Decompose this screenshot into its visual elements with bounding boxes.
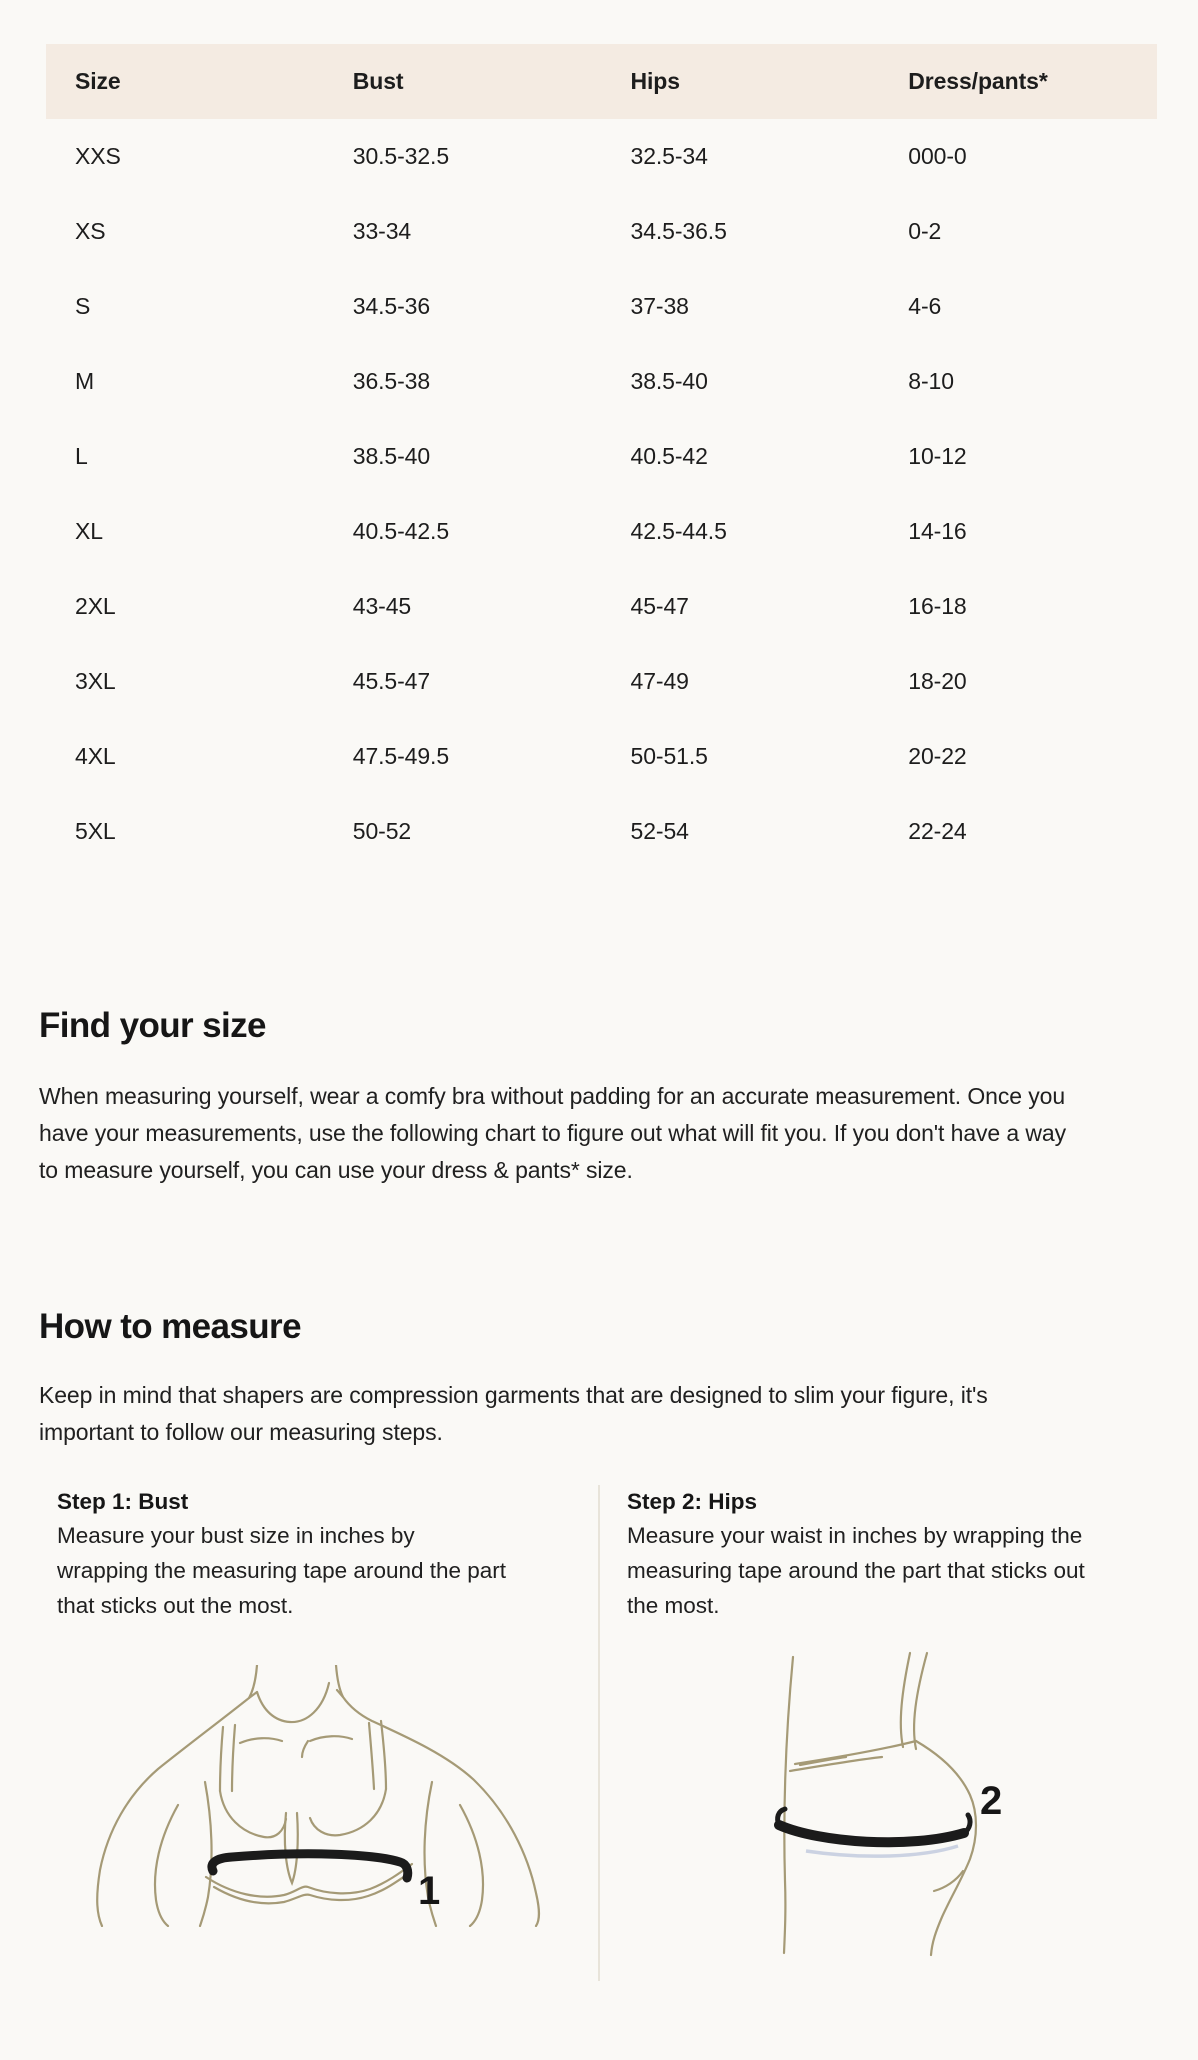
- table-cell-bust: 30.5-32.5: [352, 143, 450, 169]
- bust-measuring-tape: [212, 1854, 408, 1878]
- step-2-text: Measure your waist in inches by wrapping the measuring tape around the part that sticks out the most.: [627, 1523, 1085, 1618]
- table-cell-dress: 0-2: [908, 218, 942, 244]
- table-row: [46, 419, 1157, 494]
- table-cell-dress: 4-6: [908, 293, 942, 319]
- table-cell-hips: 34.5-36.5: [630, 218, 727, 244]
- step-1-column: [57, 1485, 598, 1981]
- table-cell-size: XS: [75, 218, 106, 244]
- step-1-text: Measure your bust size in inches by wrapping the measuring tape around the part that sticks out the most.: [57, 1523, 507, 1618]
- how-to-measure-heading: How to measure: [39, 1307, 301, 1346]
- table-cell-size: 3XL: [75, 668, 116, 694]
- step-2-title: Step 2: Hips: [627, 1489, 758, 1514]
- table-cell-size: 5XL: [75, 818, 116, 844]
- step-2-column: [598, 1485, 1198, 1981]
- table-row: [46, 119, 1157, 194]
- table-cell-bust: 36.5-38: [352, 368, 431, 394]
- table-row: [46, 344, 1157, 419]
- table-cell-hips: 38.5-40: [630, 368, 708, 394]
- table-cell-hips: 42.5-44.5: [630, 518, 727, 544]
- table-header: [46, 44, 1157, 119]
- table-cell-hips: 45-47: [630, 593, 689, 619]
- table-row: [46, 719, 1157, 794]
- table-cell-bust: 43-45: [352, 593, 412, 619]
- table-cell-bust: 34.5-36: [352, 293, 431, 319]
- hips-figure-number: 2: [980, 1779, 1003, 1823]
- table-body: [46, 119, 1157, 869]
- table-row: [46, 644, 1157, 719]
- table-cell-dress: 20-22: [908, 743, 967, 769]
- table-cell-hips: 37-38: [630, 293, 689, 319]
- table-cell-bust: 50-52: [352, 818, 412, 844]
- table-row: [46, 494, 1157, 569]
- table-cell-hips: 40.5-42: [630, 443, 708, 469]
- table-cell-bust: 38.5-40: [352, 443, 431, 469]
- table-cell-size: L: [75, 443, 88, 469]
- table-cell-size: XL: [75, 518, 103, 544]
- table-row: [46, 269, 1157, 344]
- table-cell-dress: 14-16: [908, 518, 967, 544]
- column-header-hips: Hips: [630, 68, 680, 94]
- table-cell-dress: 10-12: [908, 443, 967, 469]
- table-cell-size: 4XL: [75, 743, 116, 769]
- table-row: [46, 569, 1157, 644]
- table-cell-dress: 22-24: [908, 818, 967, 844]
- table-cell-bust: 45.5-47: [352, 668, 431, 694]
- bust-figure-number: 1: [418, 1869, 441, 1913]
- find-your-size-text: When measuring yourself, wear a comfy bra without padding for an accurate measurement. Once you have your measurements, use the following chart to figure out what will fit you. If you don't have a way to measure yourself, you can use your dress & pants* size.: [39, 1083, 1066, 1183]
- column-header-bust: Bust: [352, 68, 404, 94]
- measuring-steps: [57, 1485, 1198, 1981]
- table-cell-size: M: [75, 368, 95, 394]
- table-cell-hips: 47-49: [630, 668, 689, 694]
- table-cell-hips: 50-51.5: [630, 743, 708, 769]
- column-header-size: Size: [75, 68, 121, 94]
- hips-measurement-illustration: [770, 1651, 1110, 1981]
- find-your-size-heading: Find your size: [39, 1006, 266, 1045]
- table-cell-dress: 000-0: [908, 143, 967, 169]
- table-cell-dress: 8-10: [908, 368, 954, 394]
- table-cell-hips: 52-54: [630, 818, 689, 844]
- table-cell-bust: 33-34: [352, 218, 412, 244]
- column-header-dress: Dress/pants*: [908, 68, 1048, 94]
- table-cell-bust: 40.5-42.5: [352, 518, 450, 544]
- table-cell-bust: 47.5-49.5: [352, 743, 450, 769]
- hips-tape-shadow: [806, 1846, 958, 1856]
- table-cell-size: 2XL: [75, 593, 116, 619]
- table-cell-dress: 18-20: [908, 668, 967, 694]
- size-chart-table: [46, 44, 1157, 869]
- table-row: [46, 194, 1157, 269]
- step-1-title: Step 1: Bust: [57, 1489, 189, 1514]
- hips-measuring-tape: [778, 1809, 970, 1842]
- table-cell-dress: 16-18: [908, 593, 967, 619]
- table-cell-hips: 32.5-34: [630, 143, 708, 169]
- table-cell-size: S: [75, 293, 91, 319]
- table-row: [46, 794, 1157, 869]
- bust-measurement-illustration: [92, 1665, 556, 1927]
- how-to-measure-text: Keep in mind that shapers are compression garments that are designed to slim your figure, it's important to follow our measuring steps.: [39, 1382, 988, 1445]
- table-cell-size: XXS: [75, 143, 121, 169]
